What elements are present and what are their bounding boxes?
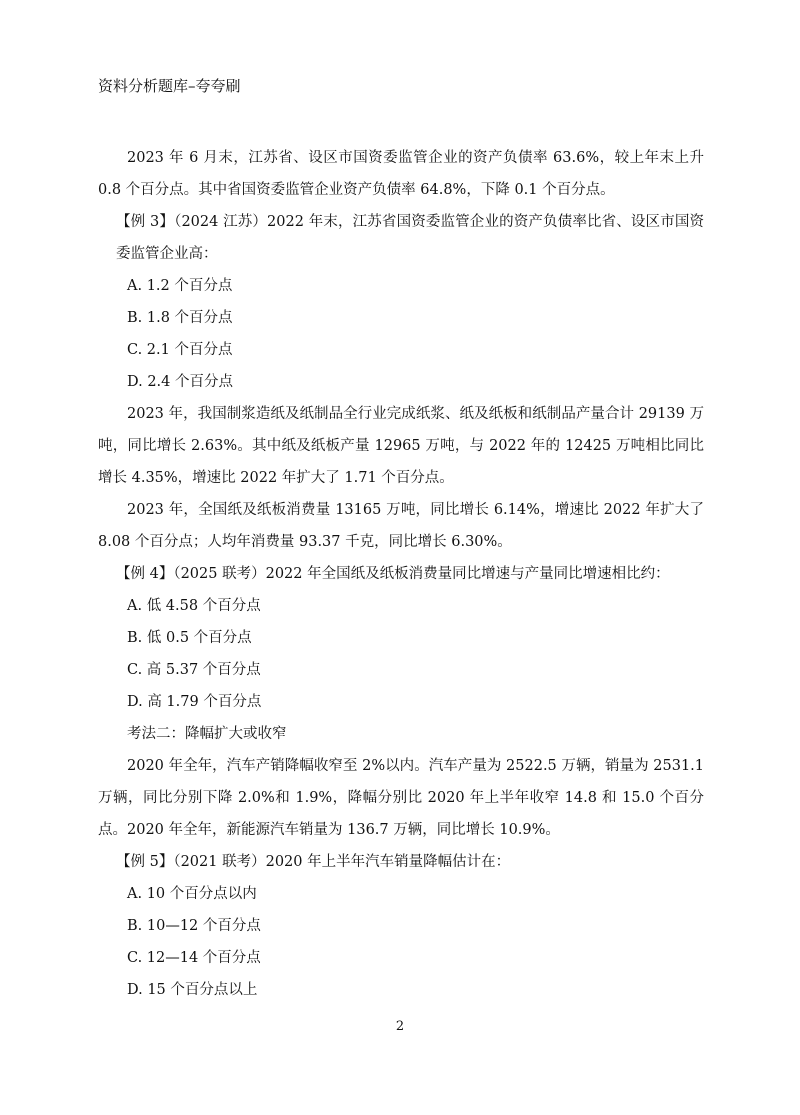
page-content bbox=[98, 142, 704, 1006]
example-4-question: 【例 4】（2025 联考）2022 年全国纸及纸板消费量同比增速与产量同比增速相比约： bbox=[116, 566, 670, 582]
example-3-option-b: B. 1.8 个百分点 bbox=[127, 310, 233, 326]
paragraph-4: 2020 年全年，汽车产销降幅收窄至 2%以内。汽车产量为 2522.5 万辆，销量为 2531.1 万辆，同比分别下降 2.0%和 1.9%，降幅分别比 2020 年上半年收窄 14.8 和 15.0 个百分点。2020 年全年，新能源汽车销量为 136.7 万辆，同比增长 10.9%。 bbox=[98, 758, 704, 838]
section-heading: 考法二：降幅扩大或收窄 bbox=[127, 726, 287, 742]
example-5-option-b: B. 10—12 个百分点 bbox=[127, 918, 261, 934]
example-3-option-a: A. 1.2 个百分点 bbox=[127, 278, 233, 294]
example-3-option-d: D. 2.4 个百分点 bbox=[127, 374, 233, 390]
page-header: 资料分析题库–夸夸刷 bbox=[98, 77, 241, 95]
example-3-question: 【例 3】（2024 江苏）2022 年末，江苏省国资委监管企业的资产负债率比省、设区市国资委监管企业高： bbox=[116, 214, 704, 262]
page-number: 2 bbox=[395, 1019, 405, 1034]
example-4-option-a: A. 低 4.58 个百分点 bbox=[127, 598, 261, 614]
example-5-option-a: A. 10 个百分点以内 bbox=[127, 886, 257, 902]
paragraph-2: 2023 年，我国制浆造纸及纸制品全行业完成纸浆、纸及纸板和纸制品产量合计 29139 万吨，同比增长 2.63%。其中纸及纸板产量 12965 万吨，与 2022 年的 12425 万吨相比同比增长 4.35%，增速比 2022 年扩大了 1.71 个百分点。 bbox=[98, 406, 704, 486]
paragraph-3: 2023 年，全国纸及纸板消费量 13165 万吨，同比增长 6.14%，增速比 2022 年扩大了 8.08 个百分点；人均年消费量 93.37 千克，同比增长 6.30%。 bbox=[98, 502, 704, 550]
example-4-option-c: C. 高 5.37 个百分点 bbox=[127, 662, 261, 678]
example-5-option-d: D. 15 个百分点以上 bbox=[127, 982, 258, 998]
example-4-option-d: D. 高 1.79 个百分点 bbox=[127, 694, 262, 710]
example-5-question: 【例 5】（2021 联考）2020 年上半年汽车销量降幅估计在： bbox=[116, 854, 511, 870]
example-3-option-c: C. 2.1 个百分点 bbox=[127, 342, 233, 358]
example-4-option-b: B. 低 0.5 个百分点 bbox=[127, 630, 252, 646]
paragraph-1: 2023 年 6 月末，江苏省、设区市国资委监管企业的资产负债率 63.6%，较上年末上升 0.8 个百分点。其中省国资委监管企业资产负债率 64.8%，下降 0.1 个百分点。 bbox=[98, 150, 704, 198]
example-5-option-c: C. 12—14 个百分点 bbox=[127, 950, 261, 966]
